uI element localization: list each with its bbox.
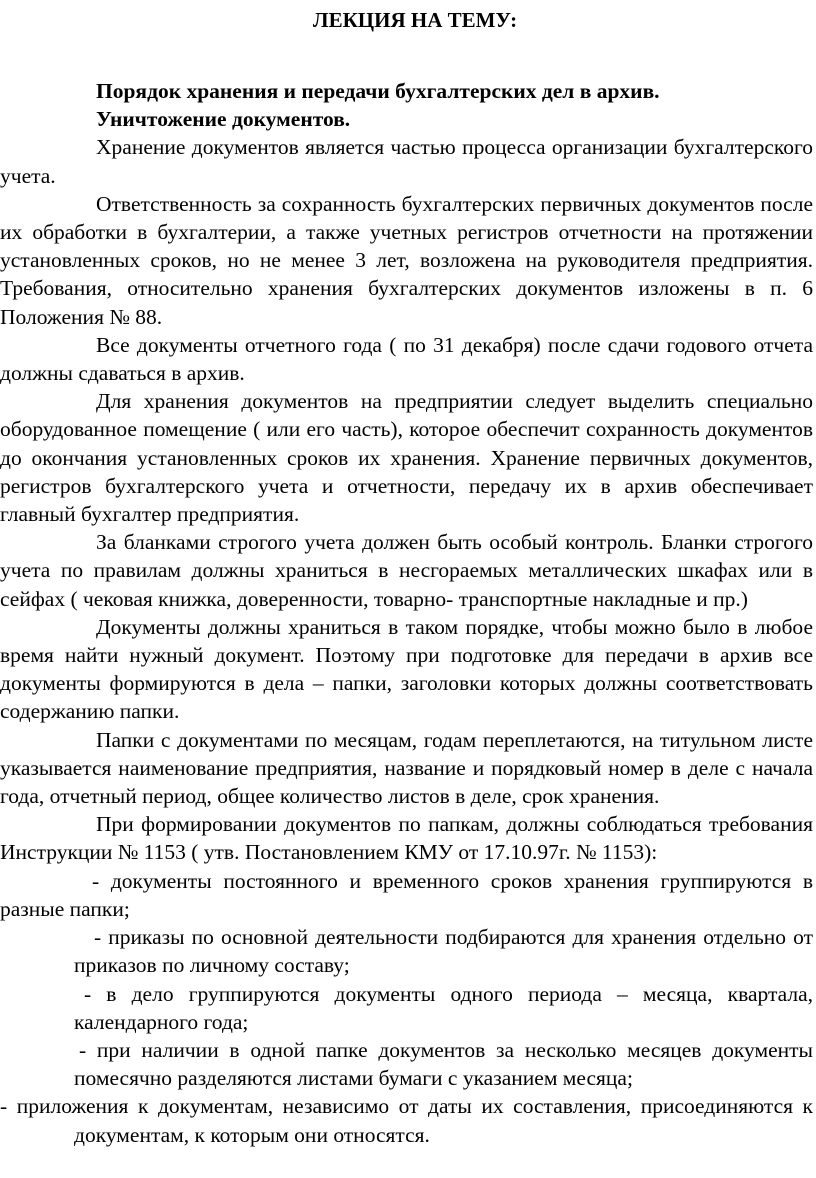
paragraph-1: Хранение документов является частью процесса организации бухгалтерского учета.: [0, 135, 813, 188]
list-item-4: - при наличии в одной папке документов за несколько месяцев документы помесячно разделяются листами бумаги с указанием месяца;: [74, 1037, 813, 1091]
paragraph-4: Для хранения документов на предприятии следует выделить специально оборудованное помещение ( или его часть), которое обеспечит сохранность документов до окончания установленных сроков их хранения. Хранение первичных документов, регистров бухгалтерского учета и отчетности, передачу их в архив обеспечивает главный бухгалтер предприятия.: [0, 389, 813, 527]
paragraph-7: Папки с документами по месяцам, годам переплетаются, на титульном листе указывается наименование предприятия, название и порядковый номер в деле с начала года, отчетный период, общее количество листов в деле, срок хранения.: [0, 727, 813, 809]
paragraph-8: При формировании документов по папкам, должны соблюдаться требования Инструкции № 1153 ( утв. Постановлением КМУ от 17.10.97г. № 1153):: [0, 812, 813, 865]
list-item-5: - приложения к документам, независимо от даты их составления, присоединяются к документам, к которым они относятся.: [0, 1094, 813, 1147]
paragraph-5: За бланками строгого учета должен быть особый контроль. Бланки строгого учета по правилам должны храниться в несгораемых металлических шкафах или в сейфах ( чековая книжка, доверенности, товарно- транспортные накладные и пр.): [0, 530, 813, 611]
paragraph-6: Документы должны храниться в таком порядке, чтобы можно было в любое время найти нужный документ. Поэтому при подготовке для передачи в архив все документы формируются в дела – папки, заголовки которых должны соответствовать содержанию папки.: [0, 614, 813, 724]
list-item-1: - документы постоянного и временного сроков хранения группируются в разные папки;: [0, 868, 813, 921]
topic-heading-line-1: Порядок хранения и передачи бухгалтерских дел в архив.: [96, 79, 660, 103]
document-body: [0, 77, 813, 1149]
list-item-3: - в дело группируются документы одного периода – месяца, квартала, календарного года;: [74, 981, 813, 1034]
topic-heading-line-2: Уничтожение документов.: [96, 107, 351, 132]
paragraph-2: Ответственность за сохранность бухгалтерских первичных документов после их обработки в бухгалтерии, а также учетных регистров отчетности на протяжении установленных сроков, но не менее 3 лет, возложена на руководителя предприятия. Требования, относительно хранения бухгалтерских документов изложены в п. 6 Положения № 88.: [0, 191, 813, 329]
paragraph-3: Все документы отчетного года ( по 31 декабря) после сдачи годового отчета должны сдаваться в архив.: [0, 332, 813, 386]
list-item-2: - приказы по основной деятельности подбираются для хранения отдельно от приказов по личному составу;: [74, 925, 813, 978]
lecture-title: ЛЕКЦИЯ НА ТЕМУ:: [312, 8, 518, 32]
